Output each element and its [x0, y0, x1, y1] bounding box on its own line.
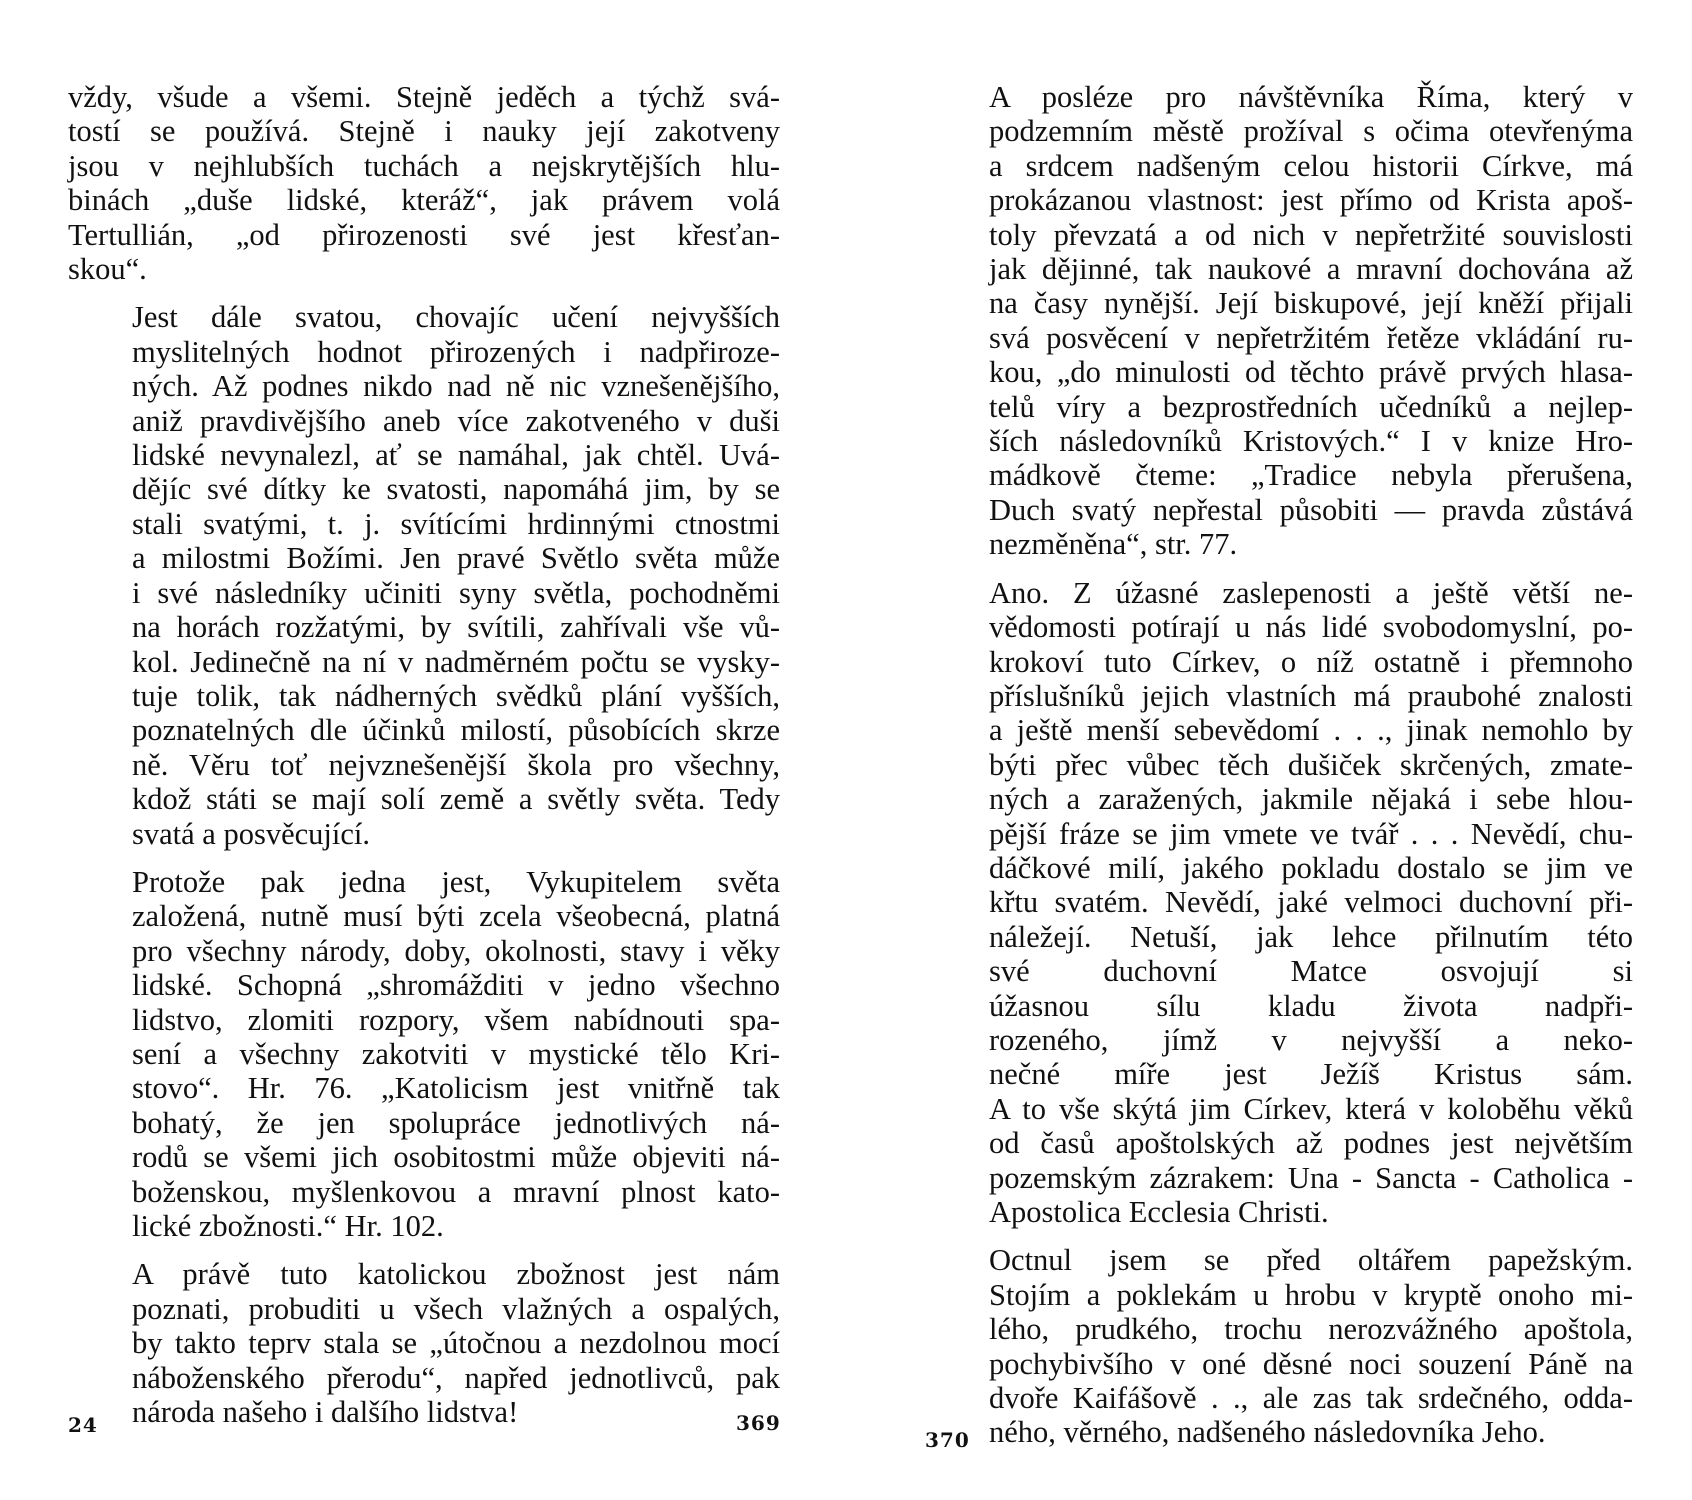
text-line: dějíc své dítky ke svatosti, napomáhá jim, by se	[132, 472, 780, 507]
text-line: Tertullián, „od přirozenosti své jest křesťan-	[68, 217, 780, 252]
text-line: mádkově čteme: „Tradice nebyla přerušena,	[989, 458, 1633, 493]
text-line: telů víry a bezprostředních učedníků a nejlep-	[989, 389, 1633, 424]
text-line: a milostmi Božími. Jen pravé Světlo světa může	[132, 541, 780, 576]
text-line: své duchovní Matce osvojují si	[989, 954, 1633, 989]
text-line: pozemským zázrakem: Una - Sancta - Catholica -	[989, 1160, 1633, 1195]
text-line: křtu svatém. Nevědí, jaké velmoci duchovní při-	[989, 885, 1633, 920]
text-line: ně. Věru toť nejvznešenější škola pro všechny,	[132, 747, 780, 782]
text-line: kou, „do minulosti od těchto právě prvých hlasa-	[989, 355, 1633, 390]
text-line: Protože pak jedna jest, Vykupitelem světa	[132, 864, 780, 899]
text-line: a srdcem nadšeným celou historii Církve, má	[989, 148, 1633, 183]
text-line: skou“.	[68, 252, 147, 287]
text-line: svá posvěcení v nepřetržitém řetěze vkládání ru-	[989, 320, 1633, 355]
text-line: na časy nynější. Její biskupové, její kněží přijali	[989, 286, 1633, 321]
text-line: A to vše skýtá jim Církev, která v koloběhu věků	[989, 1091, 1633, 1126]
text-line: jak dějinné, tak naukové a mravní dochována až	[989, 252, 1633, 287]
text-line: Stojím a poklekám u hrobu v kryptě onoho mi-	[989, 1277, 1633, 1312]
signature-mark: 24	[68, 1413, 98, 1437]
text-line: aniž pravdivějšího aneb více zakotveného v duši	[132, 403, 780, 438]
text-line: Jest dále svatou, chovajíc učení nejvyšších	[132, 300, 780, 335]
text-line: kol. Jedinečně na ní v nadměrném počtu se vysky-	[132, 644, 780, 679]
text-line: Apostolica Ecclesia Christi.	[989, 1195, 1329, 1229]
page-number-left: 369	[736, 1411, 781, 1435]
text-line: kdož státi se mají solí země a světly světa. Tedy	[132, 782, 780, 817]
text-line: nečné míře jest Ježíš Kristus sám.	[989, 1057, 1633, 1092]
text-line: jsou v nejhlubších tuchách a nejskrytějších hlu-	[68, 148, 780, 183]
paragraph	[68, 300, 780, 851]
text-line: založená, nutně musí býti zcela všeobecná, platná	[132, 899, 780, 934]
text-line: sení a všechny zakotviti v mystické tělo Kri-	[132, 1036, 780, 1071]
text-line: tostí se používá. Stejně i nauky její zakotveny	[68, 114, 780, 149]
paragraph	[925, 1243, 1633, 1449]
text-line: rodů se všemi jich osobitostmi může objeviti ná-	[132, 1140, 780, 1175]
text-line: pější fráze se jim vmete ve tvář . . . Nevědí, chu-	[989, 816, 1633, 851]
text-line: býti přec vůbec těch dušiček skrčených, zmate-	[989, 747, 1633, 782]
text-line: Duch svatý nepřestal působiti — pravda zůstává	[989, 492, 1633, 527]
page-number-right: 370	[925, 1428, 970, 1452]
text-line: náležejí. Netuší, jak lehce přilnutím této	[989, 919, 1633, 954]
text-line: lého, prudkého, trochu nerozvážného apoštola,	[989, 1312, 1633, 1347]
text-line: ších následovníků Kristových.“ I v knize Hro-	[989, 424, 1633, 459]
text-line: náboženského přerodu“, napřed jednotlivců, pak	[132, 1360, 780, 1395]
right-page	[925, 80, 1633, 1450]
text-line: na horách rozžatými, by svítili, zahřívali vše vů-	[132, 610, 780, 645]
text-line: A posléze pro návštěvníka Říma, který v	[989, 80, 1633, 114]
text-line: příslušníků jejich vlastních má praubohé znalosti	[989, 678, 1633, 713]
text-line: národa našeho i dalšího lidstva!	[132, 1395, 519, 1430]
text-line: lidské nevynalezl, ať se namáhal, jak chtěl. Uvá-	[132, 438, 780, 473]
paragraph	[68, 80, 780, 286]
paragraph	[925, 80, 1633, 562]
text-line: poznatelných dle účinků milostí, působících skrze	[132, 713, 780, 748]
text-line: úžasnou sílu kladu života nadpři-	[989, 988, 1633, 1023]
text-line: stali svatými, t. j. svítícími hrdinnými ctnostmi	[132, 506, 780, 541]
text-line: a ještě menší sebevědomí . . ., jinak nemohlo by	[989, 713, 1633, 748]
left-page	[68, 80, 780, 1429]
text-line: i své následníky učiniti syny světla, pochodněmi	[132, 575, 780, 610]
paragraph	[68, 865, 780, 1243]
text-line: svatá a posvěcující.	[132, 816, 370, 851]
text-line: lické zbožnosti.“ Hr. 102.	[132, 1209, 444, 1243]
paragraph	[68, 1257, 780, 1429]
text-line: binách „duše lidské, kteráž“, jak právem volá	[68, 183, 780, 218]
text-line: boženskou, myšlenkovou a mravní plnost kato-	[132, 1174, 780, 1209]
text-line: A právě tuto katolickou zbožnost jest nám	[132, 1257, 780, 1292]
text-line: Ano. Z úžasné zaslepenosti a ještě větší ne-	[989, 575, 1633, 610]
text-line: toly převzatá a od nich v nepřetržité souvislosti	[989, 217, 1633, 252]
paragraph	[925, 576, 1633, 1230]
text-line: vědomosti potírají u nás lidé svobodomyslní, po-	[989, 610, 1633, 645]
text-line: nezměněna“, str. 77.	[989, 527, 1238, 562]
text-line: dáčkové milí, jakého pokladu dostalo se jim ve	[989, 850, 1633, 885]
text-line: tuje tolik, tak nádherných svědků plání vyšších,	[132, 678, 780, 713]
text-line: pro všechny národy, doby, okolnosti, stavy i věky	[132, 933, 780, 968]
text-line: dvoře Kaifášově . ., ale zas tak srdečného, odda-	[989, 1381, 1633, 1416]
text-line: by takto teprv stala se „útočnou a nezdolnou mocí	[132, 1326, 780, 1361]
text-line: lidské. Schopná „shromážditi v jedno všechno	[132, 968, 780, 1003]
text-line: Octnul jsem se před oltářem papežským.	[989, 1243, 1633, 1278]
text-line: bohatý, že jen spolupráce jednotlivých ná-	[132, 1105, 780, 1140]
text-line: prokázanou vlastnost: jest přímo od Krista apoš-	[989, 183, 1633, 218]
text-line: poznati, probuditi u všech vlažných a ospalých,	[132, 1291, 780, 1326]
text-line: vždy, všude a všemi. Stejně jeděch a týchž svá-	[68, 80, 780, 114]
text-line: myslitelných hodnot přirozených i nadpřiroze-	[132, 334, 780, 369]
text-line: rozeného, jímž v nejvyšší a neko-	[989, 1022, 1633, 1057]
text-line: lidstvo, zlomiti rozpory, všem nabídnouti spa-	[132, 1002, 780, 1037]
text-line: ných. Až podnes nikdo nad ně nic vznešenějšího,	[132, 369, 780, 404]
text-line: krokoví tuto Církev, o níž ostatně i přemnoho	[989, 644, 1633, 679]
text-line: od časů apoštolských až podnes jest největším	[989, 1126, 1633, 1161]
text-line: ných a zaražených, jakmile nějaká i sebe hlou-	[989, 782, 1633, 817]
text-line: stovo“. Hr. 76. „Katolicism jest vnitřně tak	[132, 1071, 780, 1106]
text-line: pochybivšího v oné děsné noci souzení Páně na	[989, 1346, 1633, 1381]
text-line: podzemním městě prožíval s očima otevřenýma	[989, 114, 1633, 149]
text-line: ného, věrného, nadšeného následovníka Jeho.	[989, 1415, 1546, 1450]
